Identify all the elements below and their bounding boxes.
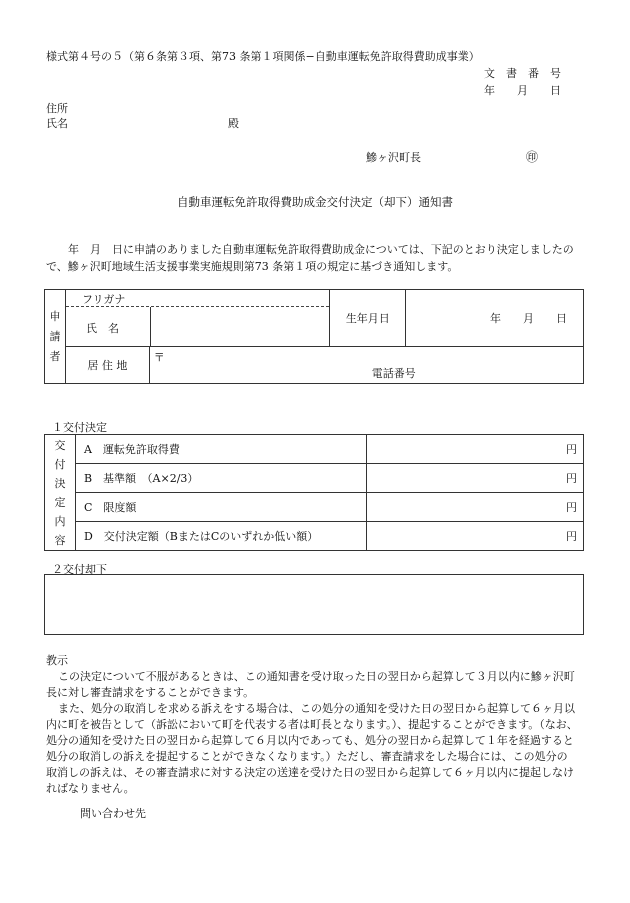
- decision-row-b-unit: 円: [367, 464, 584, 493]
- name-field-label: 氏 名: [85, 322, 119, 335]
- decision-row-c-label: C 限度額: [75, 493, 366, 522]
- decision-row-b-label: B 基準額 （A×2/3）: [75, 464, 366, 493]
- instruction-p2-line1: また、処分の取消しを求める訴えをする場合は、この処分の通知を受けた日の翌日から起算して６ヶ月以: [58, 702, 575, 715]
- contact-label: 問い合わせ先: [80, 807, 146, 820]
- decision-row-a-unit: 円: [367, 435, 584, 464]
- birthdate-format: 年 月 日: [406, 290, 584, 347]
- rejection-box: [44, 574, 584, 635]
- seal-mark: ㊞: [526, 150, 539, 164]
- decision-heading: １交付決定: [52, 421, 107, 434]
- instruction-p2-line6: ればなりません。: [46, 782, 135, 795]
- instruction-p2-line2: 内に町を被告として（訴訟において町を代表する者は町長となります。）、提起することができます。（なお、: [46, 718, 578, 731]
- decision-row-a-label: A 運転免許取得費: [75, 435, 366, 464]
- phone-label: 電話番号: [371, 367, 416, 380]
- instruction-p2-line4: 処分の取消しの訴えを提起することができなくなります。）ただし、審査請求をした場合には、この処分の: [46, 750, 568, 763]
- instruction-p1-line1: この決定について不服があるときは、この通知書を受け取った日の翌日から起算して３月以内に鰺ヶ沢町: [58, 670, 575, 683]
- instruction-heading: 教示: [46, 654, 68, 667]
- decision-table: [44, 434, 584, 551]
- decision-side-label: 交 付 決 定 内 容: [45, 435, 76, 551]
- name-label: 氏名: [46, 117, 68, 130]
- address-label: 住所: [46, 102, 68, 115]
- applicant-section-label: 申 請 者: [45, 290, 66, 384]
- page-title: 自動車運転免許取得費助成金交付決定（却下）通知書: [177, 195, 453, 209]
- instruction-p2-line5: 取消しの訴えは、その審査請求に対する決定の送達を受けた日の翌日から起算して６ヶ月以内に提起しなけ: [46, 766, 574, 779]
- rejection-heading: ２交付却下: [52, 563, 107, 576]
- name-cell: [65, 290, 329, 347]
- instruction-p2-line3: 処分の通知を受けた日の翌日から起算して６月以内であっても、処分の翌日から起算して１年を経過すると: [46, 734, 574, 747]
- intro-line-1: 年 月 日に申請のありました自動車運転免許取得費助成金については、下記のとおり決定しましたの: [68, 243, 574, 256]
- address-field-label: 居 住 地: [65, 347, 149, 384]
- honorific: 殿: [228, 117, 239, 130]
- address-value-cell: [149, 347, 583, 384]
- postal-mark: 〒: [153, 351, 165, 364]
- instruction-p1-line2: 長に対し審査請求をすることができます。: [46, 686, 255, 699]
- form-number: 様式第４号の５（第６条第３項、第73 条第１項関係−自動車運転免許取得費助成事業）: [46, 50, 480, 63]
- document-date: 年 月 日: [484, 84, 561, 97]
- decision-row-d-label: D 交付決定額（BまたはCのいずれか低い額）: [75, 522, 366, 551]
- decision-row-c-unit: 円: [367, 493, 584, 522]
- sender-title: 鰺ヶ沢町長: [366, 151, 421, 164]
- document-number: 文 書 番 号: [484, 67, 561, 80]
- intro-line-2: で、鰺ヶ沢町地域生活支援事業実施規則第73 条第１項の規定に基づき通知します。: [46, 260, 459, 273]
- birthdate-label: 生年月日: [330, 290, 406, 347]
- decision-row-d-unit: 円: [367, 522, 584, 551]
- furigana-label: フリガナ: [81, 293, 126, 306]
- applicant-table: [44, 289, 584, 384]
